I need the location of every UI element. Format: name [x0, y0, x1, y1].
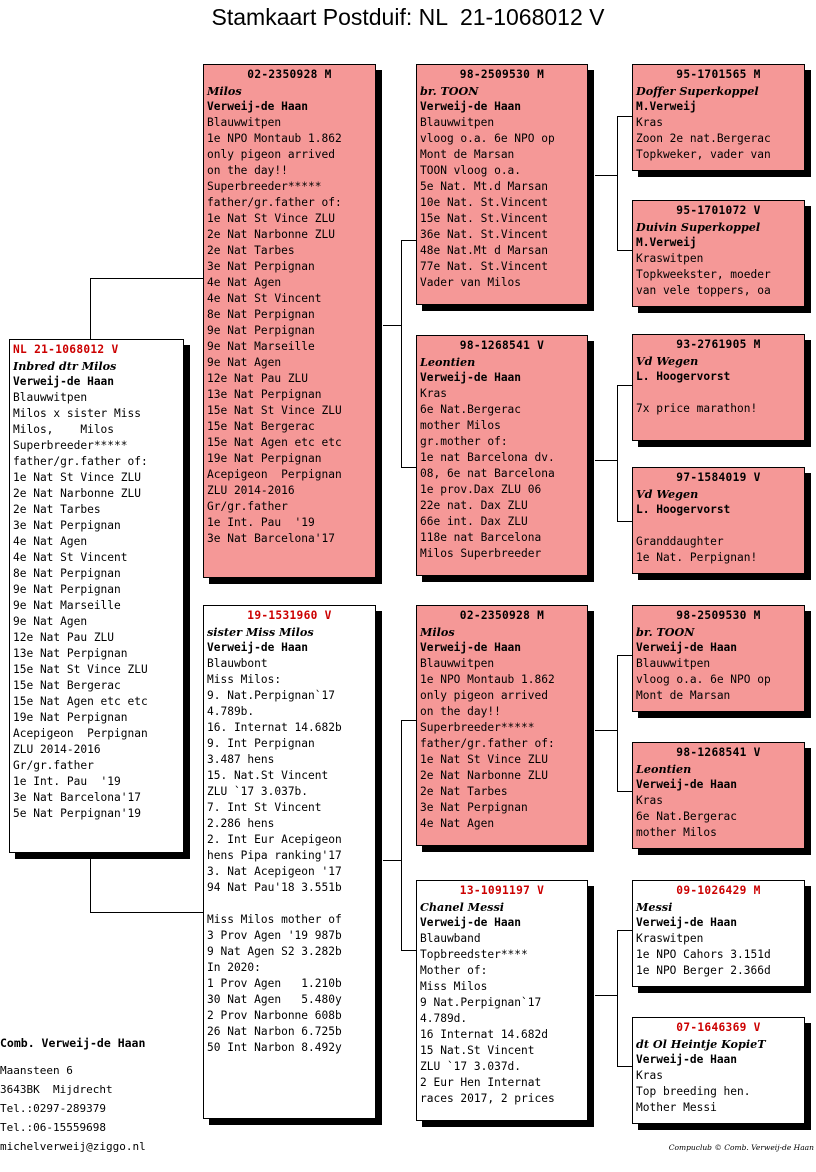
pigeon-owner: Verweij-de Haan [420, 916, 522, 929]
pigeon-info-line: 1 Prov Agen 1.210b [207, 977, 342, 990]
pigeon-info-line: Superbreeder***** [13, 439, 128, 452]
pigeon-info-line: 1e NPO Montaub 1.862 [420, 673, 555, 686]
pigeon-info-line: 3e Nat Barcelona'17 [207, 532, 335, 545]
pigeon-info-line: Acepigeon Perpignan [207, 468, 342, 481]
pigeon-info-line: 19e Nat Perpignan [207, 452, 322, 465]
connector-line [617, 930, 618, 1067]
connector-line [401, 720, 417, 721]
pigeon-info-line: Kras [420, 387, 447, 400]
pigeon-info-line: ZLU `17 3.037b. [207, 785, 309, 798]
pigeon-info-line: 7. Int St Vincent [207, 801, 322, 814]
pigeon-info-line: 1e Int. Pau '19 [13, 775, 121, 788]
pigeon-owner: L. Hoogervorst [636, 503, 731, 516]
pigeon-info-line: Top breeding hen. [636, 1085, 751, 1098]
pigeon-info-line: 9. Int Perpignan [207, 737, 315, 750]
pigeon-owner: Verweij-de Haan [207, 641, 309, 654]
pigeon-info-line: Kraswitpen [636, 932, 704, 945]
pigeon-info-line: Superbreeder***** [207, 180, 322, 193]
connector-line [617, 791, 632, 792]
connector-line [617, 655, 632, 656]
pigeon-info-line: 4e Nat St Vincent [207, 292, 322, 305]
pigeon-info-line: 2.286 hens [207, 817, 275, 830]
pigeon-info-line: 2e Nat Tarbes [207, 244, 295, 257]
pigeon-owner: Verweij-de Haan [420, 641, 522, 654]
ring-number: 95-1701565 M [676, 68, 761, 81]
pigeon-info-line: 5e Nat Perpignan'19 [13, 807, 141, 820]
pigeon-info-line [207, 896, 372, 912]
pigeon-info-line: 08, 6e nat Barcelona [420, 467, 555, 480]
contact-block [0, 1034, 146, 1156]
pigeon-owner: M.Verweij [636, 100, 697, 113]
pigeon-info-line: 22e nat. Dax ZLU [420, 499, 528, 512]
pigeon-info-line: Mother of: [420, 964, 488, 977]
pigeon-info-line: Kras [636, 794, 663, 807]
pigeon-name: Leontien [636, 762, 692, 776]
pigeon-name: br. TOON [420, 84, 479, 98]
pigeon-info-line: TOON vloog o.a. [420, 164, 522, 177]
pigeon-info-line: 1e Nat St Vince ZLU [207, 212, 335, 225]
pigeon-info-line: Blauwwitpen [13, 391, 88, 404]
pigeon-info-line: vloog o.a. 6e NPO op [636, 673, 771, 686]
connector-line [401, 240, 417, 241]
ring-number: 02-2350928 M [459, 609, 545, 622]
ring-number: NL 21-1068012 V [13, 343, 119, 356]
connector-line [401, 240, 402, 468]
pigeon-info-line: Mont de Marsan [636, 689, 731, 702]
pigeon-info-line: 3e Nat Perpignan [207, 260, 315, 273]
pigeon-info-line: Miss Milos: [207, 673, 282, 686]
pigeon-owner: Verweij-de Haan [636, 916, 738, 929]
pigeon-owner: Verweij-de Haan [636, 1053, 738, 1066]
pigeon-info-line: 9e Nat Marseille [13, 599, 121, 612]
pigeon-info-line: 2. Int Eur Acepigeon [207, 833, 342, 846]
pigeon-info-line: 94 Nat Pau'18 3.551b [207, 881, 342, 894]
connector-line [617, 930, 632, 931]
pigeon-info-line: Topbreedster**** [420, 948, 528, 961]
contact-email[interactable]: michelverweij@ziggo.nl [0, 1140, 146, 1153]
pigeon-owner: Verweij-de Haan [420, 100, 522, 113]
ring-number: 98-2509530 M [459, 68, 545, 81]
pigeon-info-line: 2e Nat Tarbes [420, 785, 508, 798]
pigeon-info-line: gr.mother of: [420, 435, 508, 448]
contact-phone: Tel.:0297-289379 [0, 1102, 106, 1115]
pigeon-info-line: 77e Nat. St.Vincent [420, 260, 548, 273]
pigeon-card-sire-dam-sire[interactable] [632, 334, 805, 441]
pigeon-info-line: 15e Nat. St.Vincent [420, 212, 548, 225]
pigeon-info-line: 1e nat Barcelona dv. [420, 451, 555, 464]
pigeon-info-line: father/gr.father of: [420, 737, 555, 750]
pigeon-info-line: 4e Nat Agen [207, 276, 282, 289]
pigeon-info-line: Kraswitpen [636, 252, 704, 265]
pigeon-info-line: 4.789d. [420, 1012, 468, 1025]
pigeon-info-line: Milos, Milos [13, 423, 115, 436]
pigeon-card-dam-sire-dam[interactable] [632, 742, 805, 849]
ring-number: 98-1268541 V [676, 746, 761, 759]
pigeon-info-line: 3. Nat Acepigeon '17 [207, 865, 342, 878]
pigeon-info-line: 2e Nat Narbonne ZLU [13, 487, 141, 500]
pigeon-card-dam[interactable] [203, 605, 376, 1119]
pigeon-info-line: 2e Nat Tarbes [13, 503, 101, 516]
pigeon-owner: L. Hoogervorst [636, 370, 731, 383]
pigeon-info-line: Gr/gr.father [207, 500, 288, 513]
pigeon-info-line: 15 Nat.St Vincent [420, 1044, 535, 1057]
pigeon-owner: Verweij-de Haan [13, 375, 115, 388]
pigeon-info-line: 3 Prov Agen '19 987b [207, 929, 342, 942]
pigeon-info-line: father/gr.father of: [13, 455, 148, 468]
pigeon-info-line: Blauwwitpen [420, 116, 495, 129]
connector-line [617, 116, 618, 251]
connector-line [617, 385, 618, 522]
connector-line [617, 116, 632, 117]
pigeon-info-line: 6e Nat.Bergerac [420, 403, 522, 416]
pigeon-card-dam-sire[interactable] [416, 605, 588, 846]
connector-line [401, 950, 417, 951]
pigeon-name: Chanel Messi [420, 900, 505, 914]
pigeon-info-line: Topkweker, vader van [636, 148, 771, 161]
pigeon-info-line: 9e Nat Perpignan [207, 324, 315, 337]
pigeon-info-line: 4.789b. [207, 705, 255, 718]
pigeon-info-line: 15e Nat St Vince ZLU [207, 404, 342, 417]
ring-number: 07-1646369 V [676, 1021, 761, 1034]
pigeon-info-line: mother Milos [636, 826, 717, 839]
pigeon-info-line: 30 Nat Agen 5.480y [207, 993, 342, 1006]
pigeon-info-line: ZLU `17 3.037d. [420, 1060, 522, 1073]
pigeon-name: Vd Wegen [636, 487, 699, 501]
pigeon-info-line: 15e Nat Bergerac [13, 679, 121, 692]
contact-name: Comb. Verweij-de Haan [0, 1036, 146, 1050]
pigeon-card-sire[interactable] [203, 64, 376, 578]
connector-line [90, 278, 204, 279]
pigeon-info-line: 1e Nat St Vince ZLU [420, 753, 548, 766]
pigeon-info-line: 1e NPO Berger 2.366d [636, 964, 771, 977]
pigeon-info-line: Acepigeon Perpignan [13, 727, 148, 740]
pigeon-info-line: 3e Nat Perpignan [13, 519, 121, 532]
pigeon-info-line: 13e Nat Perpignan [13, 647, 128, 660]
pigeon-name: Doffer Superkoppel [636, 84, 759, 98]
pigeon-name: Milos [207, 84, 242, 98]
pigeon-card-dam-dam-sire[interactable] [632, 880, 805, 987]
connector-line [595, 175, 617, 176]
pigeon-name: Duivin Superkoppel [636, 220, 761, 234]
pigeon-info-line: 15. Nat.St Vincent [207, 769, 329, 782]
pigeon-info-line: 2 Eur Hen Internat [420, 1076, 542, 1089]
pigeon-info-line: only pigeon arrived [207, 148, 335, 161]
pigeon-name: Messi [636, 900, 673, 914]
pigeon-name: sister Miss Milos [207, 625, 314, 639]
pigeon-name: dt Ol Heintje KopieT [636, 1037, 766, 1051]
pigeon-card-dam-sire-sire[interactable] [632, 605, 805, 712]
pigeon-info-line: 12e Nat Pau ZLU [13, 631, 115, 644]
pigeon-info-line: 1e prov.Dax ZLU 06 [420, 483, 542, 496]
pigeon-info-line: 3.487 hens [207, 753, 275, 766]
pigeon-info-line: 15e Nat St Vince ZLU [13, 663, 148, 676]
pigeon-name: br. TOON [636, 625, 695, 639]
pigeon-name: Milos [420, 625, 455, 639]
pigeon-owner: M.Verweij [636, 236, 697, 249]
pigeon-info-line: Blauwbont [207, 657, 268, 670]
connector-line [617, 385, 632, 386]
pigeon-info-line: Vader van Milos [420, 276, 522, 289]
contact-street: Maansteen 6 [0, 1064, 73, 1077]
pigeon-info-line: Mont de Marsan [420, 148, 515, 161]
pigeon-info-line: Zoon 2e nat.Bergerac [636, 132, 771, 145]
pigeon-info-line: Topkweekster, moeder [636, 268, 771, 281]
contact-city: 3643BK Mijdrecht [0, 1083, 113, 1096]
pigeon-info-line: on the day!! [420, 705, 501, 718]
pigeon-info-line: 48e Nat.Mt d Marsan [420, 244, 548, 257]
pigeon-info-line: Blauwwitpen [207, 116, 282, 129]
pigeon-info-line: 26 Nat Narbon 6.725b [207, 1025, 342, 1038]
pigeon-info-line: 9e Nat Agen [13, 615, 88, 628]
pigeon-info-line: father/gr.father of: [207, 196, 342, 209]
connector-line [383, 860, 401, 861]
pigeon-info-line: Granddaughter [636, 535, 724, 548]
pigeon-info-line: Kras [636, 1069, 663, 1082]
pigeon-info-line: 1e Int. Pau '19 [207, 516, 315, 529]
pigeon-info-line: 13e Nat Perpignan [207, 388, 322, 401]
pigeon-info-line: Blauwwitpen [636, 657, 711, 670]
pigeon-info-line: Milos x sister Miss [13, 407, 141, 420]
pigeon-info-line: 16 Internat 14.682d [420, 1028, 548, 1041]
ring-number: 98-2509530 M [676, 609, 761, 622]
pigeon-info-line: 1e Nat St Vince ZLU [13, 471, 141, 484]
pigeon-info-line: Superbreeder***** [420, 721, 535, 734]
connector-line [401, 467, 417, 468]
pigeon-card-subject[interactable] [9, 339, 184, 853]
pigeon-owner: Verweij-de Haan [207, 100, 309, 113]
pigeon-info-line: 9. Nat.Perpignan`17 [207, 689, 335, 702]
pigeon-info-line: Mother Messi [636, 1101, 717, 1114]
pigeon-info-line: Gr/gr.father [13, 759, 94, 772]
pigeon-info-line [636, 518, 801, 534]
pigeon-info-line: Blauwband [420, 932, 481, 945]
pigeon-info-line: Miss Milos mother of [207, 913, 342, 926]
contact-mobile: Tel.:06-15559698 [0, 1121, 106, 1134]
pigeon-info-line: 6e Nat.Bergerac [636, 810, 738, 823]
pigeon-info-line: 9e Nat Perpignan [13, 583, 121, 596]
pigeon-info-line: 2e Nat Narbonne ZLU [207, 228, 335, 241]
connector-line [617, 1066, 632, 1067]
pigeon-card-dam-dam[interactable] [416, 880, 588, 1121]
pigeon-info-line: 5e Nat. Mt.d Marsan [420, 180, 548, 193]
pigeon-card-sire-dam[interactable] [416, 335, 588, 576]
pigeon-info-line: races 2017, 2 prices [420, 1092, 555, 1105]
ring-number: 19-1531960 V [247, 609, 332, 622]
pigeon-info-line: 36e Nat. St.Vincent [420, 228, 548, 241]
pigeon-info-line: 9 Nat.Perpignan`17 [420, 996, 542, 1009]
pigeon-info-line: 9e Nat Agen [207, 356, 282, 369]
pigeon-info-line: In 2020: [207, 961, 261, 974]
pigeon-card-dam-dam-dam[interactable] [632, 1017, 805, 1124]
pigeon-card-sire-sire-sire[interactable] [632, 64, 805, 171]
pigeon-name: Leontien [420, 355, 476, 369]
pigeon-info-line: 8e Nat Perpignan [207, 308, 315, 321]
pigeon-info-line: 4e Nat Agen [13, 535, 88, 548]
pigeon-info-line: mother Milos [420, 419, 501, 432]
connector-line [595, 995, 617, 996]
pigeon-info-line: 50 Int Narbon 8.492y [207, 1041, 342, 1054]
footer-credit: Compuclub © Comb. Verweij-de Haan [668, 1143, 814, 1152]
pigeon-name: Inbred dtr Milos [13, 359, 117, 373]
pigeon-info-line: 9e Nat Marseille [207, 340, 315, 353]
connector-line [401, 720, 402, 950]
pigeon-info-line: 3e Nat Barcelona'17 [13, 791, 141, 804]
pigeon-info-line: 2e Nat Narbonne ZLU [420, 769, 548, 782]
pigeon-info-line: vloog o.a. 6e NPO op [420, 132, 555, 145]
pigeon-owner: Verweij-de Haan [636, 641, 738, 654]
pigeon-info-line: 3e Nat Perpignan [420, 801, 528, 814]
ring-number: 93-2761905 M [676, 338, 761, 351]
pigeon-info-line: hens Pipa ranking'17 [207, 849, 342, 862]
connector-line [595, 730, 617, 731]
pigeon-info-line: ZLU 2014-2016 [13, 743, 101, 756]
pigeon-info-line: 1e NPO Cahors 3.151d [636, 948, 771, 961]
pigeon-info-line: 12e Nat Pau ZLU [207, 372, 309, 385]
ring-number: 98-1268541 V [459, 339, 545, 352]
pigeon-card-sire-dam-dam[interactable] [632, 467, 805, 574]
pigeon-info-line: Milos Superbreeder [420, 547, 542, 560]
pigeon-info-line: 16. Internat 14.682b [207, 721, 342, 734]
connector-line [90, 852, 91, 912]
pigeon-info-line: 4e Nat St Vincent [13, 551, 128, 564]
pigeon-info-line: Blauwwitpen [420, 657, 495, 670]
connector-line [617, 521, 632, 522]
pigeon-card-sire-sire-dam[interactable] [632, 200, 805, 307]
pigeon-owner: Verweij-de Haan [636, 778, 738, 791]
connector-line [383, 325, 401, 326]
pigeon-info-line: 15e Nat Bergerac [207, 420, 315, 433]
pigeon-owner: Verweij-de Haan [420, 371, 522, 384]
connector-line [595, 460, 617, 461]
pigeon-info-line: 15e Nat Agen etc etc [207, 436, 342, 449]
pigeon-info-line: 4e Nat Agen [420, 817, 495, 830]
pigeon-info-line: 9 Nat Agen S2 3.282b [207, 945, 342, 958]
page-title: Stamkaart Postduif: NL 21-1068012 V [211, 4, 605, 30]
connector-line [90, 278, 91, 340]
pigeon-info-line: 7x price marathon! [636, 402, 758, 415]
pigeon-info-line: only pigeon arrived [420, 689, 548, 702]
pigeon-info-line: 118e nat Barcelona [420, 531, 542, 544]
pigeon-info-line: Miss Milos [420, 980, 488, 993]
ring-number: 13-1091197 V [459, 884, 545, 897]
connector-line [617, 250, 632, 251]
pigeon-info-line: 1e Nat. Perpignan! [636, 551, 758, 564]
pigeon-info-line: 10e Nat. St.Vincent [420, 196, 548, 209]
pigeon-info-line: 19e Nat Perpignan [13, 711, 128, 724]
pigeon-info-line: 2 Prov Narbonne 608b [207, 1009, 342, 1022]
connector-line [90, 912, 204, 913]
pigeon-info-line: Kras [636, 116, 663, 129]
pigeon-info-line: 15e Nat Agen etc etc [13, 695, 148, 708]
pigeon-card-sire-sire[interactable] [416, 64, 588, 305]
pigeon-info-line: ZLU 2014-2016 [207, 484, 295, 497]
pigeon-info-line: 1e NPO Montaub 1.862 [207, 132, 342, 145]
pigeon-info-line [636, 385, 801, 401]
pigeon-info-line: van vele toppers, oa [636, 284, 771, 297]
ring-number: 02-2350928 M [247, 68, 332, 81]
pigeon-name: Vd Wegen [636, 354, 699, 368]
pigeon-info-line: 66e int. Dax ZLU [420, 515, 528, 528]
ring-number: 95-1701072 V [676, 204, 761, 217]
ring-number: 97-1584019 V [676, 471, 761, 484]
ring-number: 09-1026429 M [676, 884, 761, 897]
pigeon-info-line: on the day!! [207, 164, 288, 177]
connector-line [617, 655, 618, 792]
pigeon-info-line: 8e Nat Perpignan [13, 567, 121, 580]
